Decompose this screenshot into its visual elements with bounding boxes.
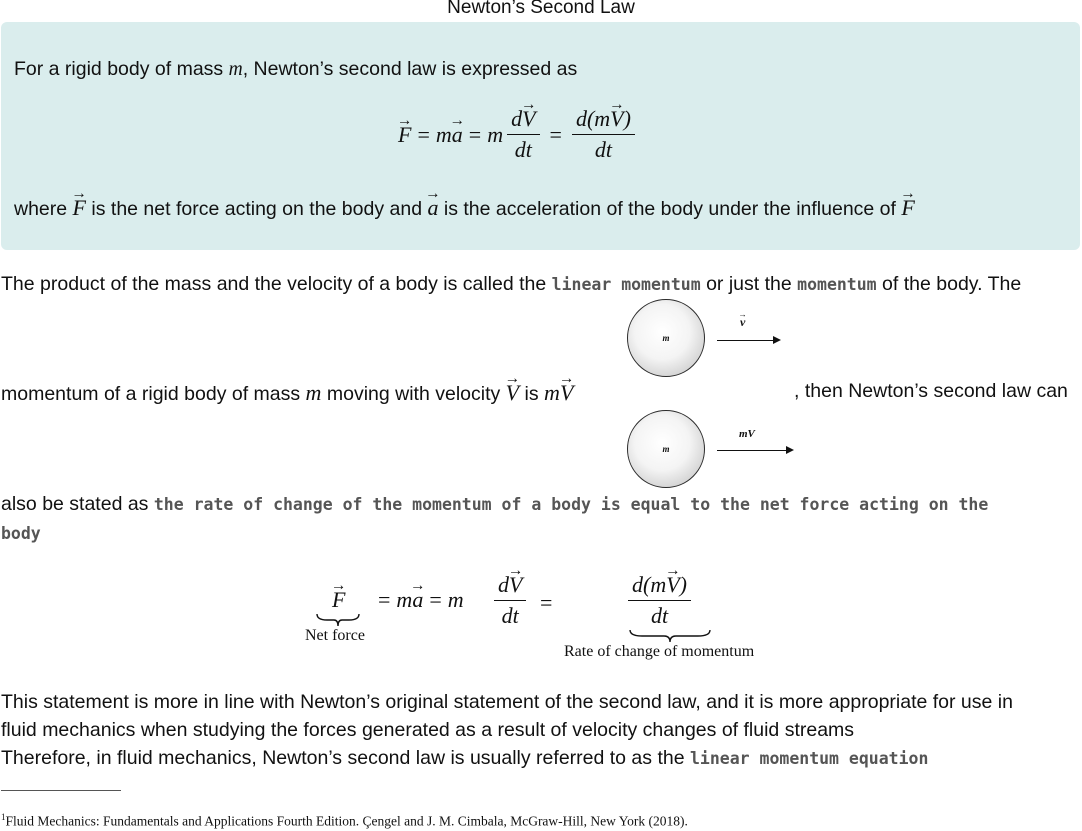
para1-line4: body bbox=[1, 524, 41, 543]
page-title: Newton’s Second Law bbox=[447, 0, 635, 18]
arrow-label-v: → v bbox=[740, 315, 745, 330]
para1-line1: The product of the mass and the velocity of a body is called the linear momentum or just the momentum of the body. The bbox=[1, 273, 1022, 295]
momentum-arrow bbox=[717, 450, 792, 451]
para1-line2: momentum of a rigid body of mass m moving with velocity → V is m→ V bbox=[1, 380, 573, 406]
fraction-dmV-dt: $\frac{d(m\to V)}{dt}$ bbox=[572, 106, 635, 163]
eq2-middle: = m → a = m bbox=[378, 587, 464, 613]
footnote: $^1$Fluid Mechanics: Fundamentals and Applications Fourth Edition. Çengel and J. M. Cimbala, McGraw-Hill, New York (2018). bbox=[1, 812, 688, 829]
ball-momentum: m bbox=[627, 410, 705, 488]
eq2-fraction-dV-dt: $\frac{d\to V}{dt}$ bbox=[494, 572, 526, 629]
para2-line3: Therefore, in fluid mechanics, Newton’s second law is usually referred to as the linear momentum equation bbox=[1, 747, 929, 769]
velocity-arrow bbox=[717, 340, 779, 341]
para1-line2-end: , then Newton’s second law can bbox=[794, 380, 1068, 402]
eq2-fraction-dmV-dt: $\frac{d(m\to V)}{dt}$ bbox=[628, 572, 691, 629]
ball-velocity: m bbox=[627, 299, 705, 377]
arrow-label-mv: mV bbox=[739, 428, 755, 440]
eq2-equals: = bbox=[540, 590, 553, 615]
momentum-brace bbox=[628, 628, 712, 644]
footnote-divider bbox=[1, 790, 121, 791]
box-intro: For a rigid body of mass m, Newton’s second law is expressed as bbox=[14, 58, 578, 80]
para2-line2: fluid mechanics when studying the forces generated as a result of velocity changes of fluid streams bbox=[1, 719, 855, 741]
para2-line1: This statement is more in line with Newton’s original statement of the second law, and it is more appropriate for use in bbox=[1, 691, 1013, 713]
newton-equation: → F = m → a = m $\frac{d\to V}{dt}$ = $\frac{d(m\to V)}{dt}$ bbox=[398, 106, 639, 163]
para1-line3: also be stated as the rate of change of the momentum of a body is equal to the net force acting on the bbox=[1, 493, 989, 515]
net-force-brace bbox=[315, 612, 361, 628]
eq2-F: → F bbox=[332, 587, 345, 613]
net-force-label: Net force bbox=[305, 627, 365, 644]
box-where: where → F is the net force acting on the body and → a is the acceleration of the body under the influence of → F bbox=[14, 195, 915, 221]
rate-of-change-label: Rate of change of momentum bbox=[564, 643, 755, 660]
fraction-dV-dt: $\frac{d\to V}{dt}$ bbox=[507, 106, 539, 163]
